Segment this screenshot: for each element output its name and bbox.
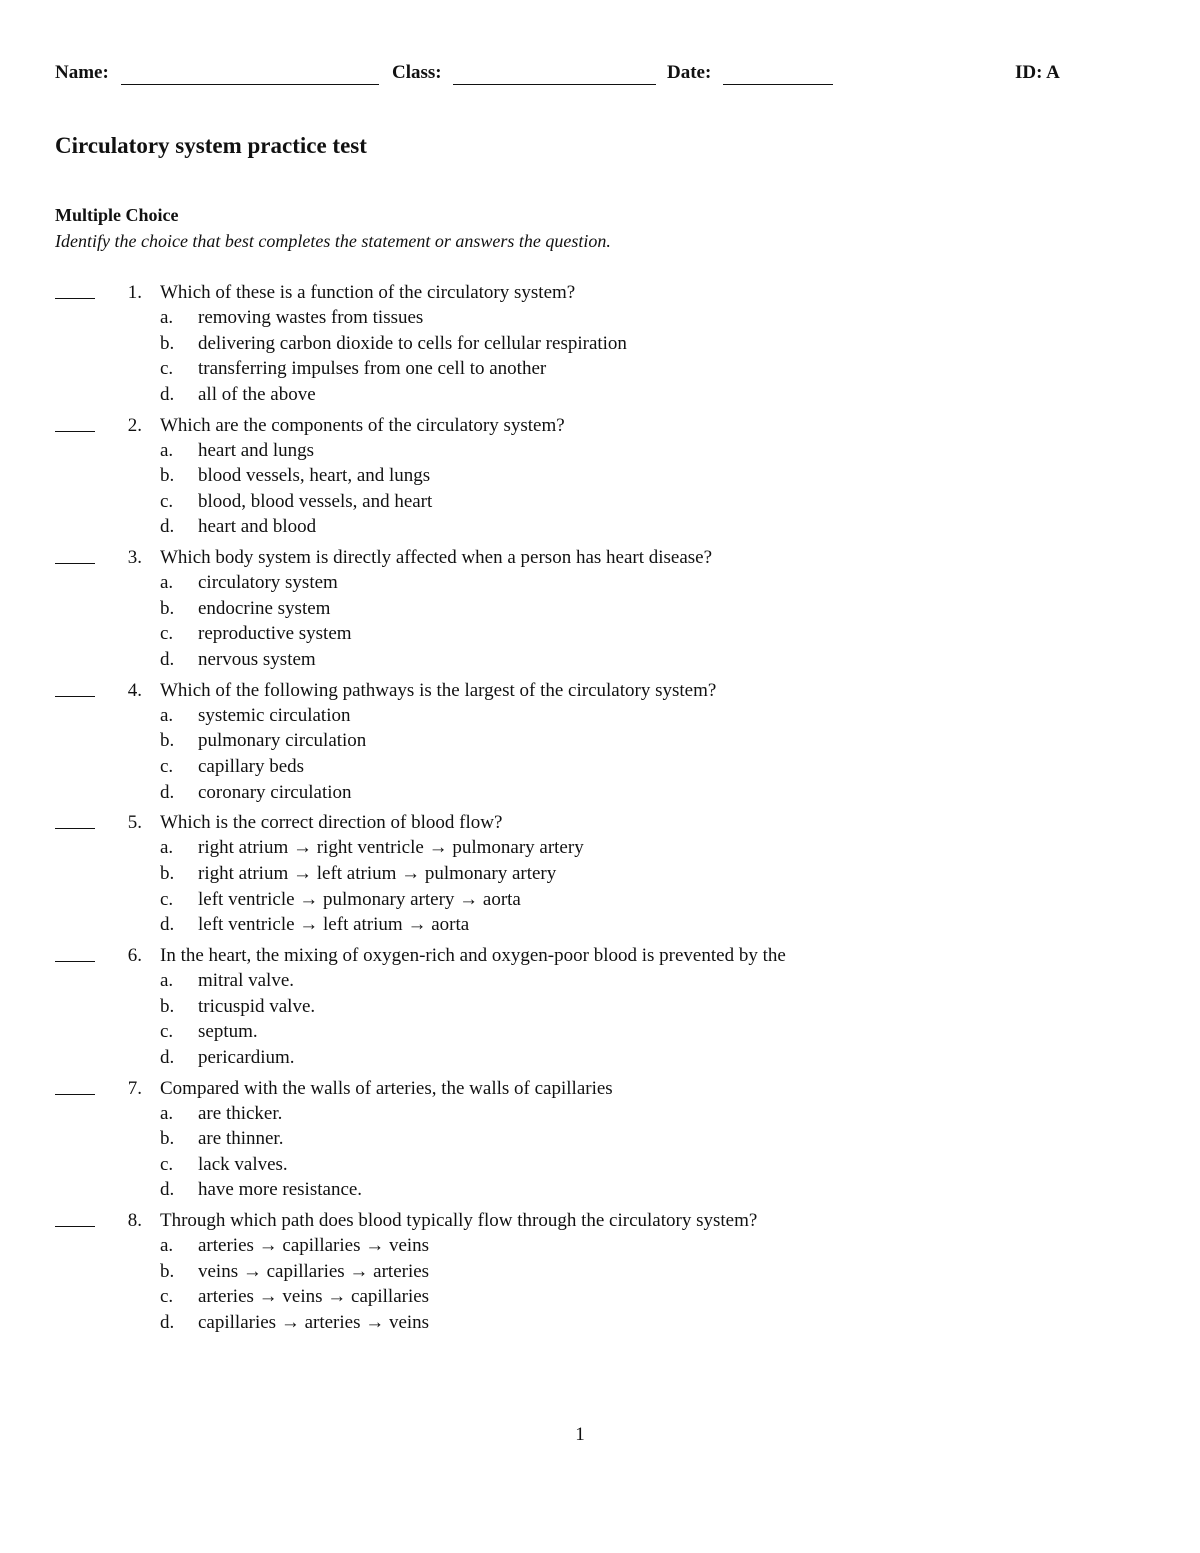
- choice-letter: b.: [160, 995, 175, 1017]
- question-text: Which body system is directly affected when a person has heart disease?: [160, 547, 713, 569]
- choice-text: arteries → capillaries → veins: [198, 1235, 430, 1257]
- choice-item: [0, 489, 1200, 515]
- choice-text: blood vessels, heart, and lungs: [198, 465, 431, 487]
- choice-item: [0, 356, 1200, 382]
- choice-letter: a.: [160, 837, 174, 859]
- choice-list: [0, 438, 1200, 540]
- choice-item: [0, 1152, 1200, 1178]
- choice-letter: a.: [160, 572, 174, 594]
- choice-text: transferring impulses from one cell to another: [198, 358, 547, 380]
- choice-list: [0, 968, 1200, 1070]
- choice-letter: c.: [160, 490, 174, 512]
- choice-text: nervous system: [198, 648, 316, 670]
- question-text: In the heart, the mixing of oxygen-rich and oxygen-poor blood is prevented by the: [160, 944, 786, 966]
- choice-item: [0, 463, 1200, 489]
- choice-item: [0, 1284, 1200, 1310]
- choice-list: [0, 835, 1200, 937]
- choice-letter: b.: [160, 465, 175, 487]
- choice-letter: c.: [160, 623, 174, 645]
- choice-item: [0, 912, 1200, 938]
- choice-letter: c.: [160, 1286, 174, 1308]
- choice-text: capillary beds: [198, 755, 305, 777]
- name-label: Name:: [55, 62, 109, 83]
- choice-text: systemic circulation: [198, 704, 351, 726]
- question-number: 3.: [127, 547, 142, 569]
- question-number: 5.: [127, 812, 142, 834]
- choice-list: [0, 305, 1200, 407]
- choice-text: capillaries → arteries → veins: [198, 1311, 430, 1333]
- choice-letter: d.: [160, 383, 175, 405]
- choice-item: [0, 1019, 1200, 1045]
- choice-text: reproductive system: [198, 623, 352, 645]
- choice-text: coronary circulation: [198, 781, 352, 803]
- answer-blank[interactable]: [55, 563, 95, 564]
- choice-letter: b.: [160, 862, 175, 884]
- choice-item: [0, 1126, 1200, 1152]
- question-list: [0, 280, 1200, 1341]
- choice-text: pulmonary circulation: [198, 730, 367, 752]
- choice-item: [0, 1259, 1200, 1285]
- choice-text: mitral valve.: [198, 969, 295, 991]
- choice-item: [0, 382, 1200, 408]
- choice-item: [0, 861, 1200, 887]
- answer-blank[interactable]: [55, 298, 95, 299]
- question-text: Compared with the walls of arteries, the walls of capillaries: [160, 1077, 613, 1099]
- section-instructions: Identify the choice that best completes the statement or answers the question.: [55, 231, 611, 251]
- choice-letter: d.: [160, 1179, 175, 1201]
- choice-item: [0, 754, 1200, 780]
- choice-text: left ventricle → left atrium → aorta: [198, 914, 470, 936]
- choice-item: [0, 968, 1200, 994]
- question-number: 1.: [127, 282, 142, 303]
- choice-text: are thicker.: [198, 1102, 283, 1124]
- choice-text: tricuspid valve.: [198, 995, 316, 1017]
- choice-text: septum.: [198, 1021, 258, 1043]
- choice-letter: c.: [160, 358, 174, 380]
- question-number: 7.: [127, 1077, 142, 1099]
- question-text: Which are the components of the circulatory system?: [160, 414, 565, 436]
- choice-letter: a.: [160, 969, 174, 991]
- choice-text: all of the above: [198, 383, 316, 405]
- choice-text: heart and blood: [198, 516, 317, 538]
- question-1: [0, 280, 1200, 413]
- choice-letter: c.: [160, 1153, 174, 1175]
- choice-letter: b.: [160, 597, 175, 619]
- choice-text: left ventricle → pulmonary artery → aorta: [198, 888, 521, 910]
- choice-list: [0, 1101, 1200, 1203]
- question-text: Which of the following pathways is the largest of the circulatory system?: [160, 679, 717, 701]
- choice-item: [0, 621, 1200, 647]
- choice-text: endocrine system: [198, 597, 331, 619]
- choice-item: [0, 835, 1200, 861]
- class-blank[interactable]: [453, 84, 656, 85]
- choice-text: right atrium → left atrium → pulmonary artery: [198, 862, 557, 884]
- choice-text: arteries → veins → capillaries: [198, 1286, 430, 1308]
- question-number: 8.: [127, 1210, 142, 1232]
- answer-blank[interactable]: [55, 431, 95, 432]
- page-number: 1: [575, 1424, 585, 1445]
- question-number: 4.: [127, 679, 142, 701]
- choice-letter: c.: [160, 888, 174, 910]
- choice-list: [0, 1233, 1200, 1335]
- choice-text: blood, blood vessels, and heart: [198, 490, 433, 512]
- section-title: Multiple Choice: [55, 205, 179, 225]
- choice-list: [0, 570, 1200, 672]
- choice-text: pericardium.: [198, 1046, 295, 1068]
- choice-letter: d.: [160, 516, 175, 538]
- choice-item: [0, 780, 1200, 806]
- answer-blank[interactable]: [55, 1094, 95, 1095]
- choice-item: [0, 647, 1200, 673]
- answer-blank[interactable]: [55, 828, 95, 829]
- choice-item: [0, 1101, 1200, 1127]
- choice-text: are thinner.: [198, 1128, 284, 1150]
- name-blank[interactable]: [121, 84, 351, 85]
- choice-item: [0, 596, 1200, 622]
- question-text: Which is the correct direction of blood flow?: [160, 812, 503, 834]
- question-2: [0, 413, 1200, 546]
- choice-item: [0, 887, 1200, 913]
- choice-text: removing wastes from tissues: [198, 307, 424, 328]
- choice-letter: a.: [160, 307, 174, 328]
- question-text: Through which path does blood typically flow through the circulatory system?: [160, 1210, 758, 1232]
- choice-letter: b.: [160, 1128, 175, 1150]
- date-blank[interactable]: [723, 84, 833, 85]
- class-label: Class:: [392, 62, 442, 83]
- choice-text: right atrium → right ventricle → pulmonary artery: [198, 837, 584, 859]
- choice-letter: d.: [160, 1046, 175, 1068]
- choice-letter: d.: [160, 1311, 175, 1333]
- id-label: ID: A: [1015, 62, 1060, 83]
- choice-item: [0, 703, 1200, 729]
- choice-item: [0, 728, 1200, 754]
- answer-blank[interactable]: [55, 961, 95, 962]
- choice-item: [0, 331, 1200, 357]
- choice-letter: a.: [160, 704, 174, 726]
- question-number: 2.: [127, 414, 142, 436]
- choice-letter: c.: [160, 755, 174, 777]
- choice-list: [0, 703, 1200, 805]
- answer-blank[interactable]: [55, 1226, 95, 1227]
- choice-letter: b.: [160, 332, 175, 354]
- choice-item: [0, 994, 1200, 1020]
- question-3: [0, 545, 1200, 678]
- question-4: [0, 678, 1200, 811]
- choice-text: lack valves.: [198, 1153, 288, 1175]
- choice-text: have more resistance.: [198, 1179, 363, 1201]
- question-text: Which of these is a function of the circulatory system?: [160, 282, 576, 303]
- choice-item: [0, 1045, 1200, 1071]
- date-label: Date:: [667, 62, 712, 83]
- choice-letter: a.: [160, 1102, 174, 1124]
- choice-item: [0, 438, 1200, 464]
- choice-letter: d.: [160, 781, 175, 803]
- choice-letter: b.: [160, 730, 175, 752]
- choice-letter: d.: [160, 648, 175, 670]
- choice-text: delivering carbon dioxide to cells for cellular respiration: [198, 332, 627, 354]
- choice-letter: b.: [160, 1260, 175, 1282]
- question-7: [0, 1076, 1200, 1209]
- choice-letter: a.: [160, 1235, 174, 1257]
- name-blank-extension: [325, 84, 379, 85]
- header: [55, 62, 1145, 90]
- question-5: [0, 810, 1200, 943]
- question-number: 6.: [127, 944, 142, 966]
- choice-letter: d.: [160, 914, 175, 936]
- choice-letter: c.: [160, 1021, 174, 1043]
- question-8: [0, 1208, 1200, 1341]
- choice-item: [0, 1233, 1200, 1259]
- choice-item: [0, 514, 1200, 540]
- choice-item: [0, 570, 1200, 596]
- choice-letter: a.: [160, 439, 174, 461]
- answer-blank[interactable]: [55, 696, 95, 697]
- question-6: [0, 943, 1200, 1076]
- page-title: Circulatory system practice test: [55, 133, 367, 158]
- choice-item: [0, 1310, 1200, 1336]
- choice-text: heart and lungs: [198, 439, 315, 461]
- choice-item: [0, 305, 1200, 331]
- choice-text: veins → capillaries → arteries: [198, 1260, 430, 1282]
- choice-text: circulatory system: [198, 572, 338, 594]
- choice-item: [0, 1177, 1200, 1203]
